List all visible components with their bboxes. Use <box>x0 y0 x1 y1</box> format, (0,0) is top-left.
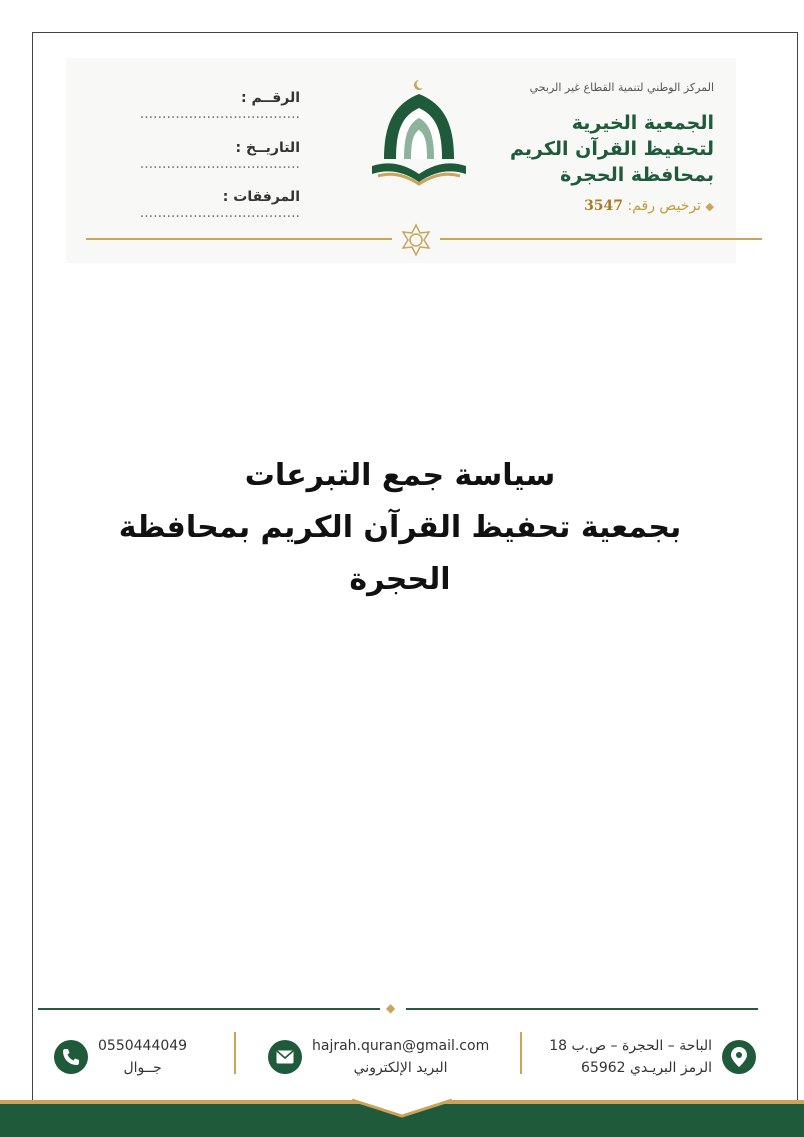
ref-date-field <box>90 140 300 172</box>
email-label: البريد الإلكتروني <box>353 1060 448 1076</box>
ref-attachments-field <box>90 189 300 221</box>
footer-phone <box>54 1032 187 1082</box>
footer-separator-left <box>234 1032 236 1074</box>
license-label: ترخيص رقم: <box>627 198 702 214</box>
footer-address <box>549 1032 756 1082</box>
footer-separator-right <box>520 1032 522 1074</box>
header-divider-right <box>440 238 762 240</box>
address-text <box>549 1035 712 1079</box>
header-divider-left <box>86 238 392 240</box>
email-text <box>312 1035 489 1079</box>
location-pin-icon <box>722 1040 756 1074</box>
ref-date-dots: .................................... <box>139 156 300 172</box>
ref-attachments-dots: .................................... <box>139 205 300 221</box>
footer-divider-left <box>38 1008 380 1010</box>
ref-number-label: الرقــم : <box>241 90 300 106</box>
ref-date-label: التاريــخ : <box>235 140 300 156</box>
footer-diamond-icon: ◆ <box>386 1001 396 1015</box>
footer-email <box>268 1032 489 1082</box>
ref-number-field <box>90 90 300 122</box>
document-title <box>80 450 720 606</box>
ornament-star-icon <box>399 223 433 257</box>
phone-value[interactable]: 0550444049 <box>98 1038 188 1054</box>
org-supervisor-text: المركز الوطني لتنمية القطاع غير الربحي <box>529 81 714 94</box>
ref-attachments-label: المرفقات : <box>222 189 300 205</box>
address-line-1: الباحة – الحجرة – ص.ب 18 <box>549 1038 712 1054</box>
org-name-block <box>510 110 714 188</box>
phone-text <box>98 1035 187 1079</box>
phone-icon <box>54 1040 88 1074</box>
envelope-icon <box>268 1040 302 1074</box>
diamond-icon: ◆ <box>705 200 714 213</box>
title-line-2: بجمعية تحفيظ القرآن الكريم بمحافظة <box>118 510 682 545</box>
org-name-line-3: بمحافظة الحجرة <box>560 164 714 186</box>
title-line-1: سياسة جمع التبرعات <box>244 458 556 493</box>
title-line-3: الحجرة <box>349 562 451 597</box>
footer-divider-right <box>406 1008 758 1010</box>
license-line <box>584 198 714 214</box>
address-line-2: الرمز البريـدي 65962 <box>581 1060 712 1076</box>
org-name-line-1: الجمعية الخيرية <box>571 112 714 134</box>
email-value[interactable]: hajrah.quran@gmail.com <box>312 1038 490 1054</box>
ref-number-dots: .................................... <box>139 106 300 122</box>
bottom-chevron-ornament <box>352 1096 452 1118</box>
association-logo <box>364 74 474 194</box>
phone-label: جــوال <box>123 1060 162 1076</box>
org-name-line-2: لتحفيظ القرآن الكريم <box>509 138 714 160</box>
license-number: 3547 <box>584 198 624 214</box>
